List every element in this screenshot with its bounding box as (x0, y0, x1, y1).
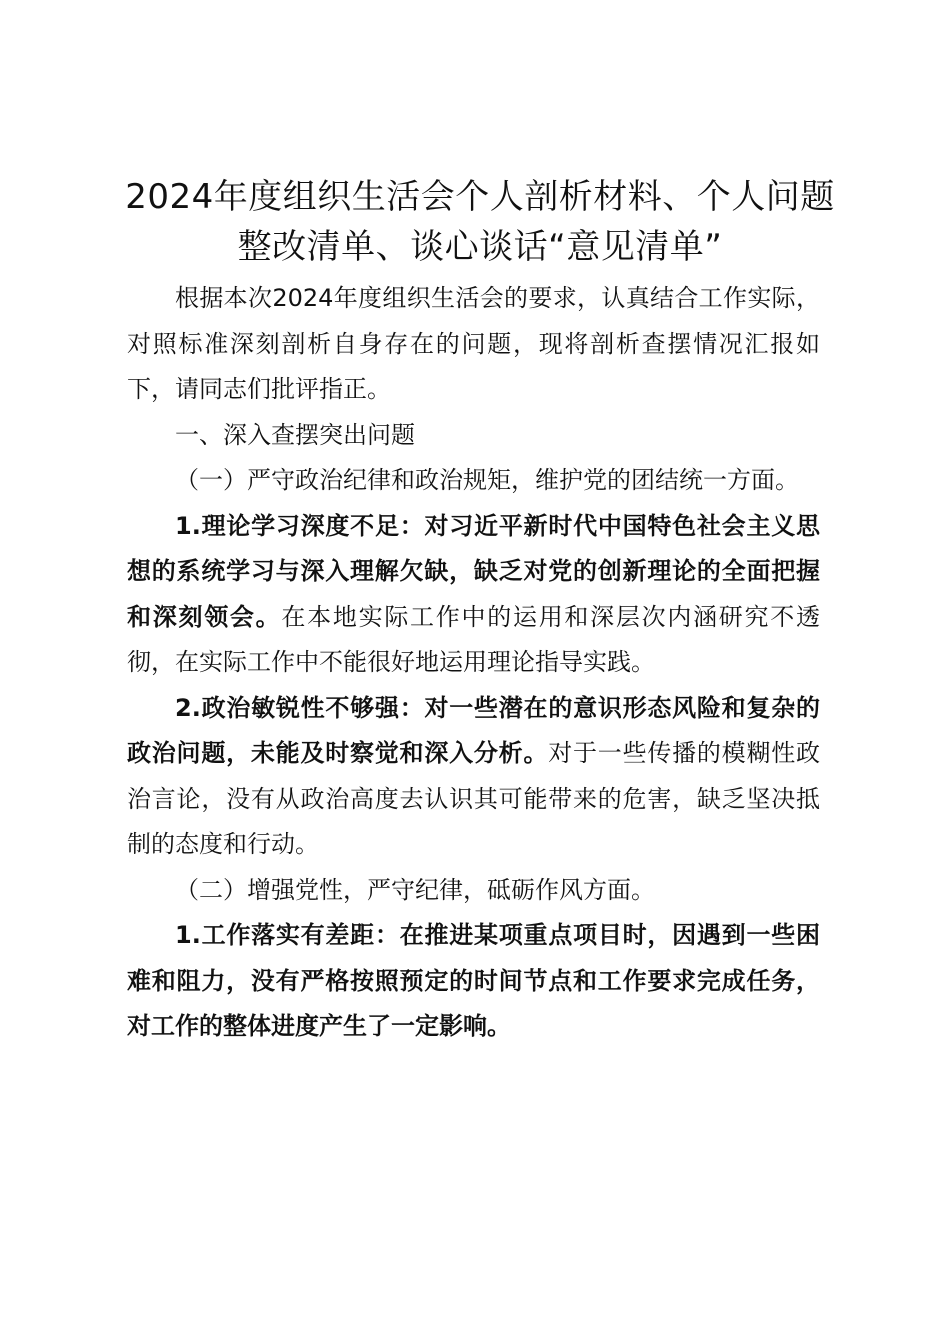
intro-paragraph: 根据本次2024年度组织生活会的要求，认真结合工作实际，对照标准深刻剖析自身存在的问题，现将剖析查摆情况汇报如下，请同志们批评指正。 (127, 284, 820, 403)
section-heading: 一、深入查摆突出问题 (175, 420, 415, 449)
document-body (127, 276, 820, 1050)
issue-item-1 (127, 504, 820, 686)
subsection-heading: （二）增强党性，严守纪律，砥砺作风方面。 (175, 875, 655, 904)
subsection-heading: （一）严守政治纪律和政治规矩，维护党的团结统一方面。 (175, 466, 799, 494)
issue-item-2 (127, 686, 820, 868)
issue-item-1-summary: 1.理论学习深度不足：对习近平新时代中国特色社会主义思想的系统学习与深入理解欠缺，缺乏对党的创新理论的全面把握和深刻领会。 (127, 511, 820, 631)
issue-item-2-detail: 对于一些传播的模糊性政治言论，没有从政治高度去认识其可能带来的危害，缺乏坚决抵制的态度和行动。 (127, 739, 821, 858)
document-title: 2024年度组织生活会个人剖析材料、个人问题整改清单、谈心谈话“意见清单” (125, 177, 835, 267)
issue-item-1-detail: 在本地实际工作中的运用和深层次内涵研究不透彻，在实际工作中不能很好地运用理论指导实践。 (127, 602, 821, 676)
issue-item-3: 1.工作落实有差距：在推进某项重点项目时，因遇到一些困难和阻力，没有严格按照预定的时间节点和工作要求完成任务，对工作的整体进度产生了一定影响。 (127, 921, 820, 1040)
issue-item-2-summary: 2.政治敏锐性不够强：对一些潜在的意识形态风险和复杂的政治问题，未能及时察觉和深入分析。 (127, 693, 820, 767)
